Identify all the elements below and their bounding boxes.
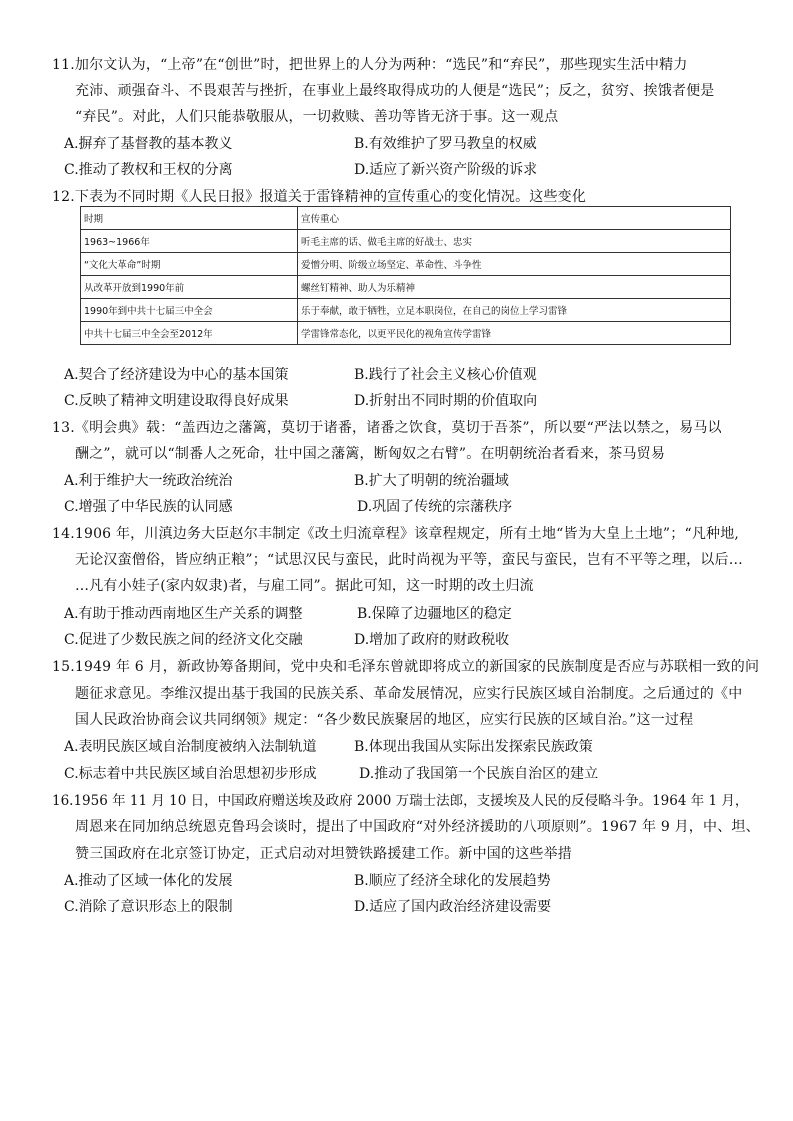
q14-option-b: B.保障了边疆地区的稳定 — [357, 606, 512, 622]
q11-option-a: A.摒弃了基督教的基本教义 — [64, 136, 233, 152]
q16-stem-line-3: 赞三国政府在北京签订协定，正式启动对坦赞铁路援建工作。新中国的这些举措 — [75, 846, 572, 862]
q14-option-a: A.有助于推动西南地区生产关系的调整 — [64, 606, 303, 622]
table-cell-period: 从改革开放到1990年前 — [81, 276, 298, 299]
q16-stem-line-2: 周恩来在同加纳总统恩克鲁玛会谈时，提出了中国政府“对外经济援助的八项原则”。1967 年 9 月，中、坦、 — [75, 819, 760, 835]
table-row — [81, 253, 731, 276]
q12-option-a: A.契合了经济建设为中心的基本国策 — [64, 367, 289, 383]
q16-option-d: D.适应了国内政治经济建设需要 — [354, 899, 552, 915]
table-cell-focus: 螺丝钉精神、助人为乐精神 — [298, 276, 731, 299]
table-row — [81, 276, 731, 299]
q12-stem: 12.下表为不同时期《人民日报》报道关于雷锋精神的宣传重心的变化情况。这些变化 — [52, 189, 587, 205]
q13-option-a: A.利于维护大一统政治统治 — [64, 473, 233, 489]
table-row — [81, 322, 731, 345]
table-cell-period: 1990年到中共十七届三中全会 — [81, 299, 298, 322]
table-header-period: 时期 — [81, 207, 298, 230]
table-cell-focus: 爱憎分明、阶级立场坚定、革命性、斗争性 — [298, 253, 731, 276]
q14-option-c: C.促进了少数民族之间的经济文化交融 — [64, 632, 303, 648]
q13-option-d: D.巩固了传统的宗藩秩序 — [357, 499, 513, 515]
q16-option-b: B.顺应了经济全球化的发展趋势 — [354, 873, 551, 889]
q15-stem-line-3: 国人民政治协商会议共同纲领》规定：“各少数民族聚居的地区，应实行民族的区域自治。”这一过程 — [75, 712, 694, 728]
q15-option-d: D.推动了我国第一个民族自治区的建立 — [359, 766, 599, 782]
q13-stem-line-2: 酬之”，就可以“制番人之死命，壮中国之藩篱，断匈奴之右臂”。在明朝统治者看来，茶马贸易 — [75, 446, 666, 462]
q11-stem-line-1: 11.加尔文认为，“上帝”在“创世”时，把世界上的人分为两种：“选民”和“弃民”，那些现实生活中精力 — [52, 57, 688, 73]
q11-option-c: C.推动了教权和王权的分离 — [64, 162, 233, 178]
table-cell-focus: 学雷锋常态化，以更平民化的视角宣传学雷锋 — [298, 322, 731, 345]
q12-table — [80, 206, 731, 345]
q16-option-c: C.消除了意识形态上的限制 — [64, 899, 233, 915]
q14-stem-line-1: 14.1906 年，川滇边务大臣赵尔丰制定《改土归流章程》该章程规定，所有土地“皆为大皇上土地”；“凡种地, — [52, 526, 740, 542]
table-cell-focus: 乐于奉献，敢于牺牲，立足本职岗位，在自己的岗位上学习雷锋 — [298, 299, 731, 322]
q13-option-c: C.增强了中华民族的认同感 — [64, 499, 233, 515]
table-cell-period: 1963~1966年 — [81, 230, 298, 253]
q15-option-c: C.标志着中共民族区域自治思想初步形成 — [64, 766, 317, 782]
q11-stem-line-2: 充沛、顽强奋斗、不畏艰苦与挫折，在事业上最终取得成功的人便是“选民”；反之，贫穷、挨饿者便是 — [75, 83, 715, 99]
table-header-focus: 宣传重心 — [298, 207, 731, 230]
q14-stem-line-3: …凡有小娃子(家内奴隶)者，与雇工同”。据此可知，这一时期的改土归流 — [75, 578, 534, 594]
table-header-row — [81, 207, 731, 230]
table-cell-period: “文化大革命”时期 — [81, 253, 298, 276]
q15-option-b: B.体现出我国从实际出发探索民族政策 — [354, 739, 593, 755]
q16-stem-line-1: 16.1956 年 11 月 10 日，中国政府赠送埃及政府 2000 万瑞士法郎，支援埃及人民的反侵略斗争。1964 年 1 月， — [52, 793, 749, 809]
table-row — [81, 230, 731, 253]
q12-option-c: C.反映了精神文明建设取得良好成果 — [64, 393, 289, 409]
q15-stem-line-1: 15.1949 年 6 月，新政协筹备期间，党中央和毛泽东曾就即将成立的新国家的民族制度是否应与苏联相一致的问 — [52, 659, 760, 675]
q15-option-a: A.表明民族区域自治制度被纳入法制轨道 — [64, 739, 317, 755]
q16-option-a: A.推动了区域一体化的发展 — [64, 873, 233, 889]
q14-option-d: D.增加了政府的财政税收 — [354, 632, 510, 648]
table-row — [81, 299, 731, 322]
q12-option-d: D.折射出不同时期的价值取向 — [354, 393, 538, 409]
q12-option-b: B.践行了社会主义核心价值观 — [354, 367, 537, 383]
q15-stem-line-2: 题征求意见。李维汉提出基于我国的民族关系、革命发展情况，应实行民族区域自治制度。之后通过的《中 — [75, 686, 743, 702]
table-cell-focus: 听毛主席的话、做毛主席的好战士、忠实 — [298, 230, 731, 253]
q11-option-b: B.有效维护了罗马教皇的权威 — [354, 136, 537, 152]
q13-stem-line-1: 13.《明会典》载：“盖西边之藩篱，莫切于诸番，诸番之饮食，莫切于吾茶”，所以要“严法以禁之，易马以 — [52, 420, 722, 436]
q11-option-d: D.适应了新兴资产阶级的诉求 — [354, 162, 538, 178]
q11-stem-line-3: “弃民”。对此，人们只能恭敬服从，一切救赎、善功等皆无济于事。这一观点 — [75, 109, 559, 125]
table-cell-period: 中共十七届三中全会至2012年 — [81, 322, 298, 345]
q14-stem-line-2: 无论汉蛮僧俗，皆应纳正粮”；“试思汉民与蛮民，此时尚视为平等，蛮民与蛮民，岂有不平等之理，以后… — [75, 552, 743, 568]
q13-option-b: B.扩大了明朝的统治疆域 — [354, 473, 509, 489]
